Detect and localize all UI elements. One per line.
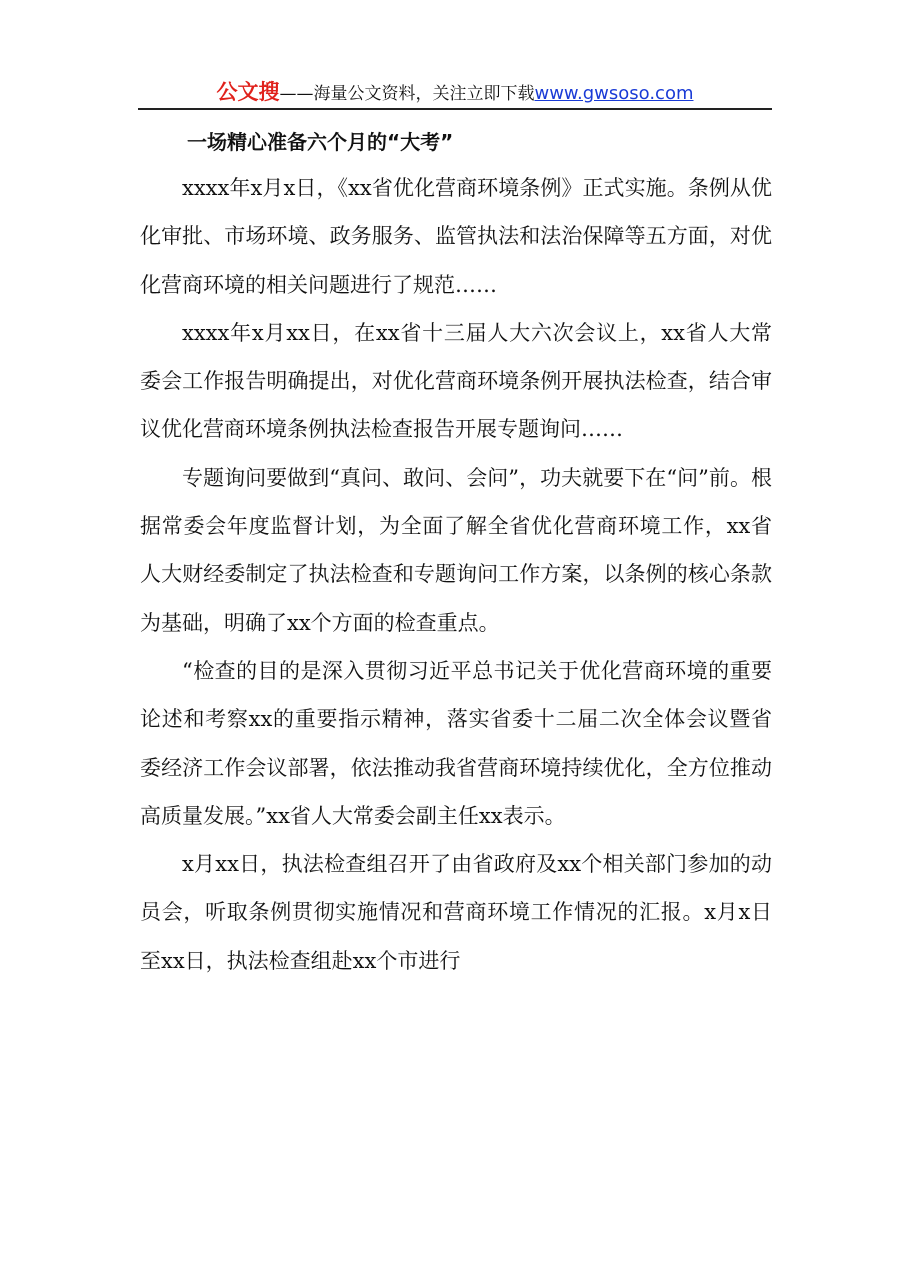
paragraph-2: xxxx年x月xx日，在xx省十三届人大六次会议上，xx省人大常委会工作报告明确提出，对优化营商环境条例开展执法检查，结合审议优化营商环境条例执法检查报告开展专题询问……	[140, 320, 772, 442]
site-link[interactable]: www.gwsoso.com	[534, 83, 694, 104]
paragraph-1: xxxx年x月x日，《xx省优化营商环境条例》正式实施。条例从优化审批、市场环境、政务服务、监管执法和法治保障等五方面，对优化营商环境的相关问题进行了规范……	[140, 176, 772, 297]
document-body	[140, 164, 772, 985]
header-tagline: ——海量公文资料，关注立即下载	[279, 84, 535, 104]
paragraph-3: 专题询问要做到“真问、敢问、会问”，功夫就要下在“问”前。根据常委会年度监督计划，为全面了解全省优化营商环境工作，xx省人大财经委制定了执法检查和专题询问工作方案，以条例的核心条款为基础，明确了xx个方面的检查重点。	[140, 465, 772, 635]
document-title: 一场精心准备六个月的“大考”	[187, 130, 454, 154]
paragraph-4: “检查的目的是深入贯彻习近平总书记关于优化营商环境的重要论述和考察xx的重要指示精神，落实省委十二届二次全体会议暨省委经济工作会议部署，依法推动我省营商环境持续优化，全方位推动高质量发展。”xx省人大常委会副主任xx表示。	[140, 658, 772, 828]
header-divider	[138, 108, 772, 110]
paragraph-5: x月xx日，执法检查组召开了由省政府及xx个相关部门参加的动员会，听取条例贯彻实施情况和营商环境工作情况的汇报。x月x日至xx日，执法检查组赴xx个市进行	[140, 852, 772, 973]
brand-logo: 公文搜	[216, 80, 280, 104]
page-header	[138, 76, 772, 108]
